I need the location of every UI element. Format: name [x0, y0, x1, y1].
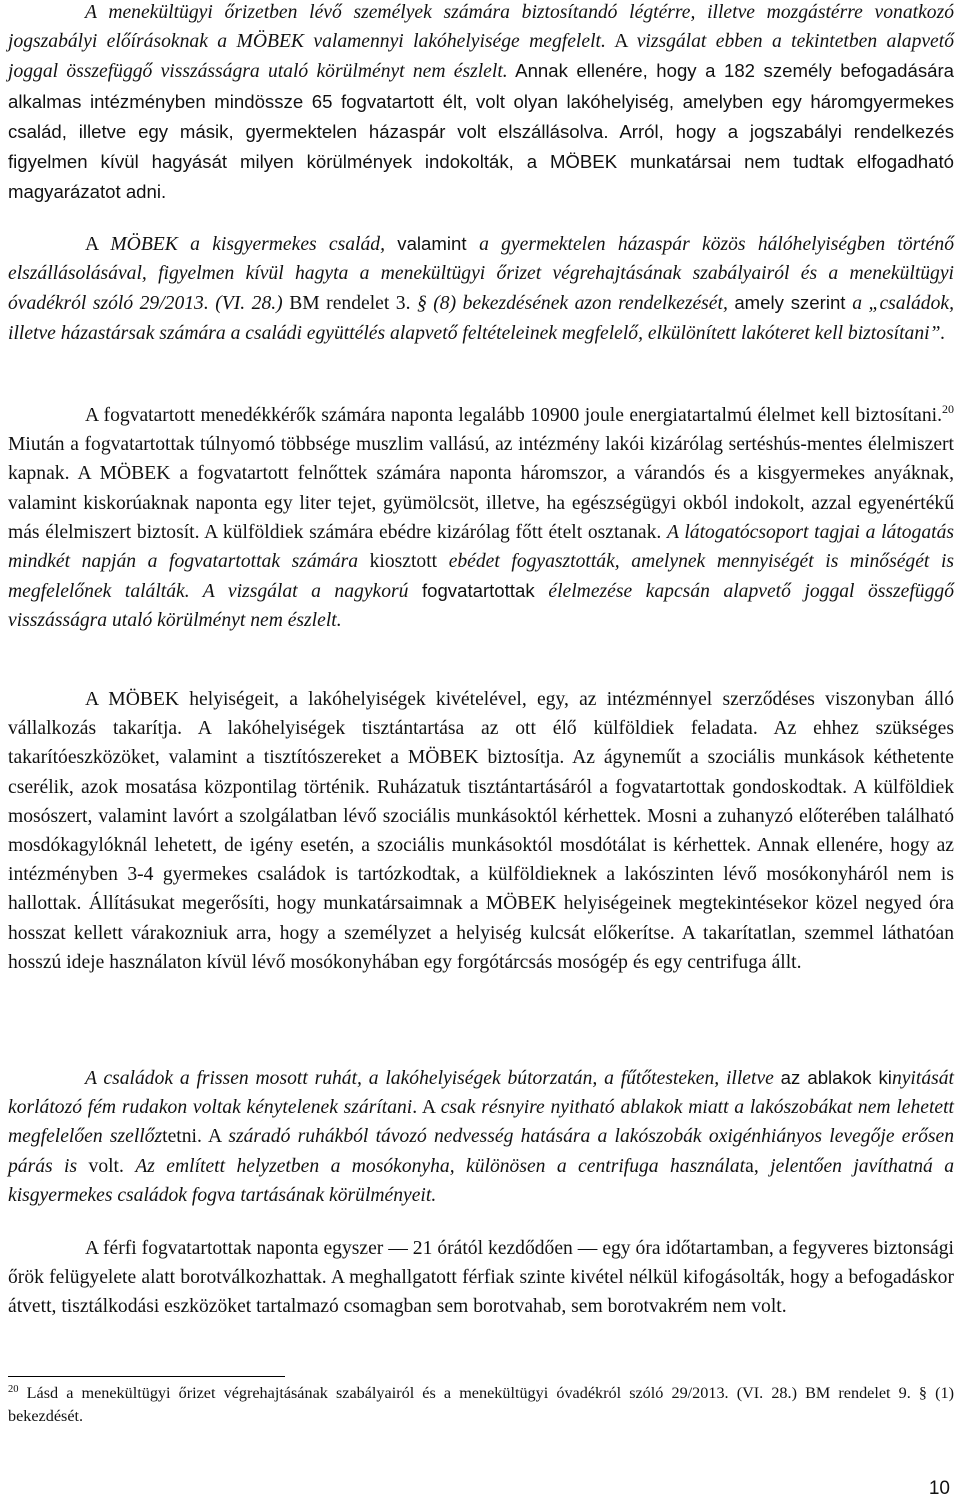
italic-text: MÖBEK a kisgyermekes család,	[110, 234, 398, 255]
text: A	[85, 234, 111, 255]
paragraph-family-accommodation	[8, 229, 954, 348]
text: az ablakok ki	[780, 1067, 892, 1088]
italic-text: A családok a frissen mosott ruhát, a lakóhelyiségek bútorzatán, a fűtőtesteken, illetve	[85, 1068, 781, 1089]
text: . A	[412, 1097, 441, 1119]
footnote-ref: 20	[942, 402, 954, 416]
text: tetni. A	[162, 1126, 229, 1148]
italic-text: jelentően javíthatná a kisgyermekes családok fogva tartásának körülményeit.	[8, 1155, 954, 1206]
italic-text: § (8) bekezdésének azon rendelkezését,	[416, 293, 735, 315]
paragraph-shaving: A férfi fogvatartottak naponta egyszer — 21 órától kezdődően — egy óra időtartamban, a fegyveres biztonsági őrök felügyelete alatt borotválkozhattak. A meghallgatott férfiak szinte kivétel nélkül kifogásolták, hogy a befogadáskor átvett, tisztálkodási eszközöket tartalmazó csomagban sem borotvahab, sem borotvakrém nem volt.	[8, 1238, 954, 1318]
paragraph-cleaning: A MÖBEK helyiségeit, a lakóhelyiségek kivételével, egy, az intézménnyel szerződéses viszonyban álló vállalkozás takarítja. A lakóhelyiségek tisztántartása az ott élő külföldiek feladata. Az ehhez szükséges takarítóeszközöket, valamint a tisztítószereket a MÖBEK biztosítja. Az ágyneműt a szociális munkások kéthetente cserélik, azok mosatása központilag történik. Ruházatuk tisztántartásáról a fogvatartottak gondoskodtak. A külföldiek mosószert, valamint lavórt a szolgálatban lévő szociális munkásoktól kérhettek. Mosni a zuhanyzó előterében található mosdókagylóknál lehetett, de igény esetén, a szociális munkásoktól mosdótálat is kérhettek. Annak ellenére, hogy az intézményben 3-4 gyermekes családok is tartózkodtak, a külföldieknek a lakószinten lévő mosókonyháról nem is hallottak. Állításukat megerősíti, hogy munkatársaimnak a MÖBEK helyiségeinek megtekintésekor közel negyed óra hosszat kellett várakozniuk arra, hogy a személyzet a helyiség kulcsát előkerítse. A takarítatlan, szemmel láthatóan hosszú ideje használaton kívül lévő mosókonyhában egy forgótárcsás mosógép és egy centrifuga állt.	[8, 689, 954, 973]
italic-text: nyitását korlátozó fém rudakon voltak kénytelenek szárítani	[8, 1068, 954, 1119]
italic-text: vizsgálat ebben a tekintetben alapvető joggal összefüggő visszásságra utaló körülményt nem észlelt.	[8, 31, 954, 83]
text: A fogvatartott menedékkérők számára naponta legalább 10900 joule energiatartalmú élelmet kell biztosítani.	[85, 405, 942, 426]
document-page	[8, 0, 954, 1502]
text: volt.	[88, 1155, 136, 1177]
page-number: 10	[928, 1478, 950, 1499]
italic-text: a gyermektelen házaspár közös hálóhelyiségben történő elszállásolásával, figyelmen kívül hagyta a menekültügyi őrizet végrehajtásának szabályairól és a menekültügyi óvadékról szóló 29/2013. (VI. 28.)	[8, 234, 955, 315]
text: Miután a fogvatartottak túlnyomó többsége muszlim vallású, az intézmény lakói kizárólag sertéshús-mentes élelmiszert kapnak. A MÖBEK a fogvatartott felnőttek számára naponta háromszor, a várandós és a kisgyermekes anyáknak, valamint kiskorúaknak naponta egy liter tejet, gyümölcsöt, illetve, ha egészségügyi okból indokolt, azzal egyenértékű más élelmiszert biztosít. A külföldiek számára ebédre kizárólag főtt ételt osztanak.	[8, 434, 954, 543]
italic-text: Az említett helyzetben a mosókonyha, különösen a centrifuga használat	[135, 1155, 746, 1177]
paragraph-room-space	[8, 0, 954, 207]
text: kiosztott	[369, 551, 449, 573]
text: Annak ellenére, hogy a 182 személy befogadására alkalmas intézményben mindössze 65 fogvatartott élt, volt olyan lakóhelyiség, amelyben egy háromgyermekes család, illetve egy másik, gyermektelen házaspár volt elszállásolva. Arról, hogy a jogszabályi rendelkezés figyelmen kívül hagyását milyen körülmények indokolták, a MÖBEK munkatársai nem tudtak elfogadható magyarázatot adni.	[8, 60, 955, 203]
italic-text: ebédet fogyasztották, amelynek mennyiségét is minőségét is megfelelőnek találták. A vizsgálat a nagykorú	[8, 551, 955, 603]
paragraph-laundry-drying	[8, 1063, 954, 1210]
paragraph-food	[8, 401, 954, 636]
footnote	[8, 1382, 954, 1428]
italic-text: A látogatócsoport tagjai a látogatás mindkét napján a fogvatartottak számára	[8, 521, 955, 573]
text: BM rendelet 3.	[289, 293, 417, 315]
footnote-number: 20	[8, 1384, 19, 1395]
text: valamint	[397, 233, 480, 254]
footnote-separator	[8, 1376, 285, 1377]
text: A	[605, 31, 637, 53]
footnote-text: Lásd a menekültügyi őrizet végrehajtásának szabályairól és a menekültügyi óvadékról szóló 29/2013. (VI. 28.) BM rendelet 9. § (1) bekezdését.	[8, 1384, 954, 1425]
italic-text: élelmezése kapcsán alapvető joggal összefüggő visszásságra utaló körülményt nem észlelt.	[8, 581, 954, 632]
italic-text: a „családok, illetve házastársak számára a családi együttélés alapvető feltételeinek megfelelő, elkülönített lakóteret kell biztosítani”.	[8, 293, 954, 344]
text: a,	[745, 1155, 771, 1177]
text: amely szerint	[734, 292, 853, 314]
text: fogvatartottak	[421, 580, 549, 602]
italic-text: száradó ruhákból távozó nedvesség hatására a lakószobák oxigénhiányos levegője erősen párás is	[8, 1126, 954, 1177]
italic-text: A menekültügyi őrizetben lévő személyek számára biztosítandó légtérre, illetve mozgástérre vonatkozó jogszabályi előírásoknak a MÖBEK valamennyi lakóhelyisége megfelelt.	[8, 2, 954, 53]
italic-text: csak résnyire nyitható ablakok miatt a lakószobákat nem lehetett megfelelően szellőz	[8, 1097, 955, 1148]
